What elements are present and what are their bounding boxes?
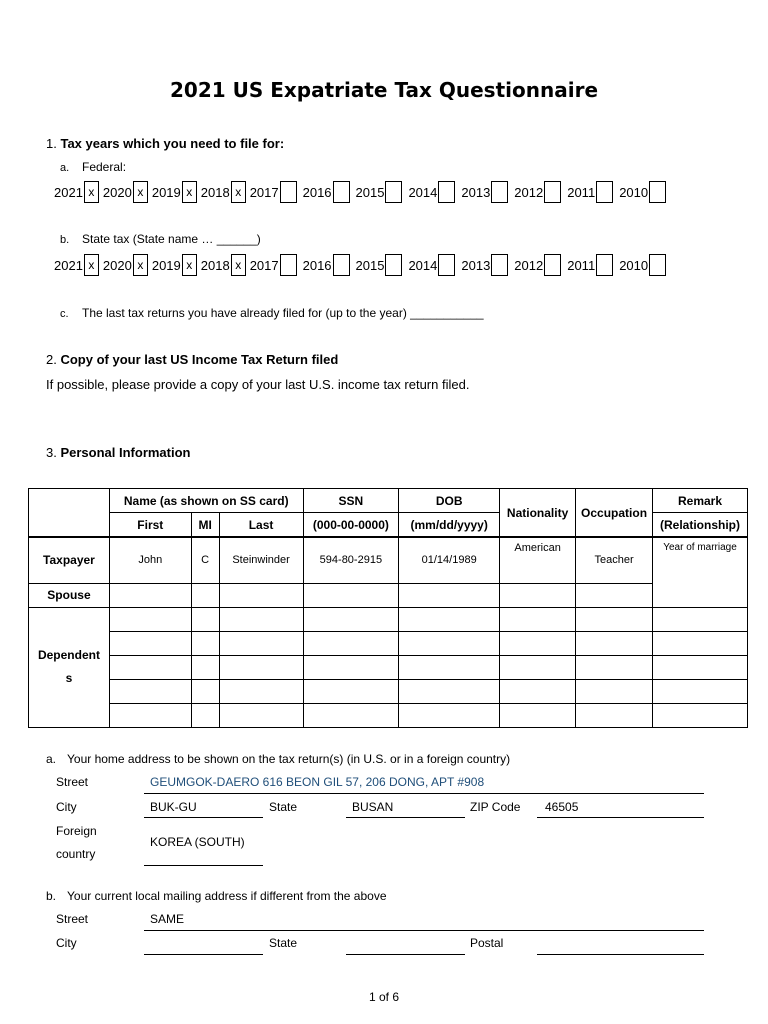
mailing-street-underline bbox=[144, 930, 704, 931]
year-option bbox=[250, 181, 303, 203]
year-label: 2012 bbox=[514, 257, 544, 273]
year-option bbox=[619, 254, 672, 276]
dependent-cell bbox=[576, 679, 653, 703]
spouse-nationality bbox=[500, 583, 576, 607]
dependent-cell bbox=[219, 703, 303, 727]
zip-label: ZIP Code bbox=[470, 800, 521, 814]
mailing-street-value[interactable]: SAME bbox=[150, 912, 185, 926]
q1-label: Tax years which you need to file for: bbox=[60, 136, 285, 151]
year-checkbox[interactable]: x bbox=[231, 254, 246, 276]
year-checkbox[interactable]: x bbox=[133, 181, 148, 203]
city-value[interactable]: BUK-GU bbox=[150, 800, 197, 814]
year-label: 2015 bbox=[355, 184, 385, 200]
year-option bbox=[619, 181, 672, 203]
year-checkbox[interactable] bbox=[596, 254, 613, 276]
year-option bbox=[250, 254, 303, 276]
year-checkbox[interactable]: x bbox=[84, 181, 99, 203]
taxpayer-row-label: Taxpayer bbox=[29, 537, 110, 583]
spouse-last bbox=[219, 583, 303, 607]
mailing-city-underline[interactable] bbox=[144, 954, 263, 955]
spouse-occupation bbox=[576, 583, 653, 607]
year-checkbox[interactable] bbox=[649, 254, 666, 276]
dependent-cell bbox=[500, 607, 576, 631]
dependent-cell bbox=[303, 631, 399, 655]
year-checkbox[interactable] bbox=[649, 181, 666, 203]
q2-text: If possible, please provide a copy of your last U.S. income tax return filed. bbox=[46, 377, 470, 392]
dependent-cell bbox=[500, 679, 576, 703]
year-label: 2016 bbox=[302, 257, 332, 273]
dependent-cell bbox=[500, 631, 576, 655]
q2-heading bbox=[46, 352, 338, 367]
year-option bbox=[303, 181, 356, 203]
mailing-state-label: State bbox=[269, 936, 298, 950]
year-label: 2011 bbox=[567, 257, 596, 273]
year-label: 2010 bbox=[619, 184, 649, 200]
year-option bbox=[356, 254, 409, 276]
corner-cell bbox=[29, 489, 110, 538]
q1b-marker: b. bbox=[60, 234, 70, 246]
q1b-label: State tax (State name … ______) bbox=[82, 232, 261, 246]
address-b-marker: b. bbox=[46, 889, 57, 903]
q1c-marker: c. bbox=[60, 308, 69, 320]
year-checkbox[interactable]: x bbox=[231, 181, 246, 203]
year-option bbox=[514, 254, 567, 276]
remark-header: Remark bbox=[653, 489, 748, 513]
dependent-cell bbox=[219, 631, 303, 655]
dependents-label-line2: s bbox=[65, 671, 73, 685]
dependent-cell bbox=[191, 679, 219, 703]
mailing-postal-underline[interactable] bbox=[537, 954, 704, 955]
country-underline bbox=[144, 865, 263, 866]
address-a-marker: a. bbox=[46, 752, 57, 766]
year-label: 2013 bbox=[461, 184, 491, 200]
q1-heading bbox=[46, 136, 284, 151]
dependent-cell bbox=[576, 703, 653, 727]
taxpayer-last: Steinwinder bbox=[219, 537, 303, 583]
mi-header: MI bbox=[191, 513, 219, 538]
q3-label: Personal Information bbox=[60, 445, 191, 460]
dependent-cell bbox=[191, 631, 219, 655]
dob-header: DOB bbox=[399, 489, 500, 513]
city-label: City bbox=[56, 800, 77, 814]
dependents-row-label bbox=[29, 607, 110, 727]
taxpayer-occupation: Teacher bbox=[576, 537, 653, 583]
year-checkbox[interactable] bbox=[596, 181, 613, 203]
year-label: 2012 bbox=[514, 184, 544, 200]
dependent-cell bbox=[191, 703, 219, 727]
ssn-format: (000-00-0000) bbox=[303, 513, 399, 538]
q3-number: 3. bbox=[46, 445, 57, 460]
street-value[interactable]: GEUMGOK-DAERO 616 BEON GIL 57, 206 DONG, APT #908 bbox=[150, 775, 485, 789]
mailing-street-label: Street bbox=[56, 912, 89, 926]
dependent-cell bbox=[219, 655, 303, 679]
foreign-label-line2: country bbox=[56, 847, 96, 861]
city-underline bbox=[144, 817, 263, 818]
year-option bbox=[514, 181, 567, 203]
dependent-cell bbox=[303, 679, 399, 703]
dependent-cell bbox=[109, 679, 191, 703]
taxpayer-mi: C bbox=[191, 537, 219, 583]
year-checkbox[interactable] bbox=[333, 254, 350, 276]
year-option bbox=[103, 254, 152, 276]
year-label: 2015 bbox=[355, 257, 385, 273]
year-option bbox=[201, 254, 250, 276]
year-checkbox[interactable] bbox=[491, 181, 508, 203]
taxpayer-dob: 01/14/1989 bbox=[399, 537, 500, 583]
dependent-cell bbox=[576, 631, 653, 655]
dependent-cell bbox=[399, 655, 500, 679]
year-option bbox=[201, 181, 250, 203]
year-label: 2011 bbox=[567, 184, 596, 200]
taxpayer-nationality: American bbox=[500, 537, 576, 583]
year-option bbox=[408, 254, 461, 276]
year-option bbox=[152, 181, 201, 203]
dependents-label-line1: Dependent bbox=[37, 648, 100, 662]
state-value[interactable]: BUSAN bbox=[352, 800, 394, 814]
dependent-cell bbox=[576, 607, 653, 631]
dependent-cell bbox=[109, 703, 191, 727]
foreign-label-line1: Foreign bbox=[56, 824, 97, 838]
q2-label: Copy of your last US Income Tax Return filed bbox=[60, 352, 339, 367]
year-label: 2017 bbox=[249, 257, 279, 273]
dependent-cell bbox=[576, 655, 653, 679]
dependent-cell bbox=[399, 679, 500, 703]
year-option bbox=[356, 181, 409, 203]
page-title: 2021 US Expatriate Tax Questionnaire bbox=[169, 78, 599, 102]
spouse-row-label: Spouse bbox=[29, 583, 110, 607]
dependent-cell bbox=[653, 655, 748, 679]
address-a-label: Your home address to be shown on the tax return(s) (in U.S. or in a foreign country) bbox=[67, 752, 511, 766]
year-checkbox[interactable]: x bbox=[182, 181, 197, 203]
spouse-dob bbox=[399, 583, 500, 607]
taxpayer-ssn: 594-80-2915 bbox=[303, 537, 399, 583]
spouse-ssn bbox=[303, 583, 399, 607]
nationality-header: Nationality bbox=[500, 489, 576, 538]
q1-number: 1. bbox=[46, 136, 57, 151]
street-underline bbox=[144, 793, 704, 794]
year-checkbox[interactable] bbox=[438, 181, 455, 203]
dob-format: (mm/dd/yyyy) bbox=[399, 513, 500, 538]
mailing-city-label: City bbox=[56, 936, 77, 950]
year-option bbox=[461, 254, 514, 276]
dependent-cell bbox=[303, 655, 399, 679]
dependent-cell bbox=[191, 655, 219, 679]
year-option bbox=[54, 181, 103, 203]
spouse-first bbox=[109, 583, 191, 607]
remark-subheader: (Relationship) bbox=[653, 513, 748, 538]
country-value[interactable]: KOREA (SOUTH) bbox=[150, 835, 245, 849]
state-years-row bbox=[54, 252, 672, 278]
year-checkbox[interactable] bbox=[544, 181, 561, 203]
year-option bbox=[152, 254, 201, 276]
year-checkbox[interactable] bbox=[438, 254, 455, 276]
spouse-mi bbox=[191, 583, 219, 607]
q2-number: 2. bbox=[46, 352, 57, 367]
dependent-cell bbox=[653, 703, 748, 727]
year-label: 2021 bbox=[54, 184, 83, 200]
year-option bbox=[408, 181, 461, 203]
year-label: 2020 bbox=[102, 184, 132, 200]
dependent-cell bbox=[399, 703, 500, 727]
q1a-marker: a. bbox=[60, 162, 70, 174]
dependent-cell bbox=[109, 631, 191, 655]
year-checkbox[interactable]: x bbox=[84, 254, 99, 276]
year-checkbox[interactable] bbox=[385, 254, 402, 276]
year-label: 2021 bbox=[54, 257, 83, 273]
year-checkbox[interactable] bbox=[280, 254, 297, 276]
page-number: 1 of 6 bbox=[368, 990, 400, 1004]
taxpayer-remark: Year of marriage bbox=[653, 537, 748, 607]
ssn-header: SSN bbox=[303, 489, 399, 513]
mailing-postal-label: Postal bbox=[470, 936, 504, 950]
street-label: Street bbox=[56, 775, 89, 789]
occupation-header: Occupation bbox=[576, 489, 653, 538]
taxpayer-first: John bbox=[109, 537, 191, 583]
mailing-state-underline[interactable] bbox=[346, 954, 465, 955]
q3-heading bbox=[46, 445, 191, 460]
year-option bbox=[567, 181, 619, 203]
dependent-cell bbox=[219, 679, 303, 703]
year-label: 2018 bbox=[200, 184, 230, 200]
dependent-cell bbox=[109, 655, 191, 679]
dependent-cell bbox=[653, 607, 748, 631]
year-label: 2020 bbox=[102, 257, 132, 273]
dependent-cell bbox=[500, 655, 576, 679]
dependent-cell bbox=[303, 607, 399, 631]
year-label: 2017 bbox=[249, 184, 279, 200]
dependent-cell bbox=[500, 703, 576, 727]
personal-info-table bbox=[28, 488, 748, 728]
state-underline bbox=[346, 817, 465, 818]
dependent-cell bbox=[219, 607, 303, 631]
state-label: State bbox=[269, 800, 298, 814]
year-option bbox=[567, 254, 619, 276]
year-checkbox[interactable] bbox=[385, 181, 402, 203]
year-option bbox=[54, 254, 103, 276]
dependent-cell bbox=[399, 607, 500, 631]
dependent-cell bbox=[399, 631, 500, 655]
year-option bbox=[103, 181, 152, 203]
year-option bbox=[461, 181, 514, 203]
year-checkbox[interactable] bbox=[333, 181, 350, 203]
year-label: 2010 bbox=[619, 257, 649, 273]
year-checkbox[interactable]: x bbox=[133, 254, 148, 276]
dependent-cell bbox=[653, 679, 748, 703]
name-header: Name (as shown on SS card) bbox=[109, 489, 303, 513]
first-header: First bbox=[109, 513, 191, 538]
year-label: 2018 bbox=[200, 257, 230, 273]
dependent-cell bbox=[653, 631, 748, 655]
year-label: 2019 bbox=[151, 257, 181, 273]
zip-underline bbox=[537, 817, 704, 818]
dependent-cell bbox=[109, 607, 191, 631]
last-header: Last bbox=[219, 513, 303, 538]
address-b-label: Your current local mailing address if different from the above bbox=[67, 889, 387, 903]
year-label: 2019 bbox=[151, 184, 181, 200]
year-checkbox[interactable] bbox=[544, 254, 561, 276]
year-checkbox[interactable] bbox=[280, 181, 297, 203]
year-checkbox[interactable] bbox=[491, 254, 508, 276]
year-option bbox=[303, 254, 356, 276]
dependent-cell bbox=[303, 703, 399, 727]
q1c-label: The last tax returns you have already filed for (up to the year) ___________ bbox=[82, 306, 484, 320]
year-label: 2016 bbox=[302, 184, 332, 200]
year-label: 2014 bbox=[408, 257, 438, 273]
year-label: 2013 bbox=[461, 257, 491, 273]
year-label: 2014 bbox=[408, 184, 438, 200]
q1a-label: Federal: bbox=[82, 160, 127, 174]
year-checkbox[interactable]: x bbox=[182, 254, 197, 276]
dependent-cell bbox=[191, 607, 219, 631]
zip-value[interactable]: 46505 bbox=[545, 800, 579, 814]
federal-years-row bbox=[54, 179, 672, 205]
